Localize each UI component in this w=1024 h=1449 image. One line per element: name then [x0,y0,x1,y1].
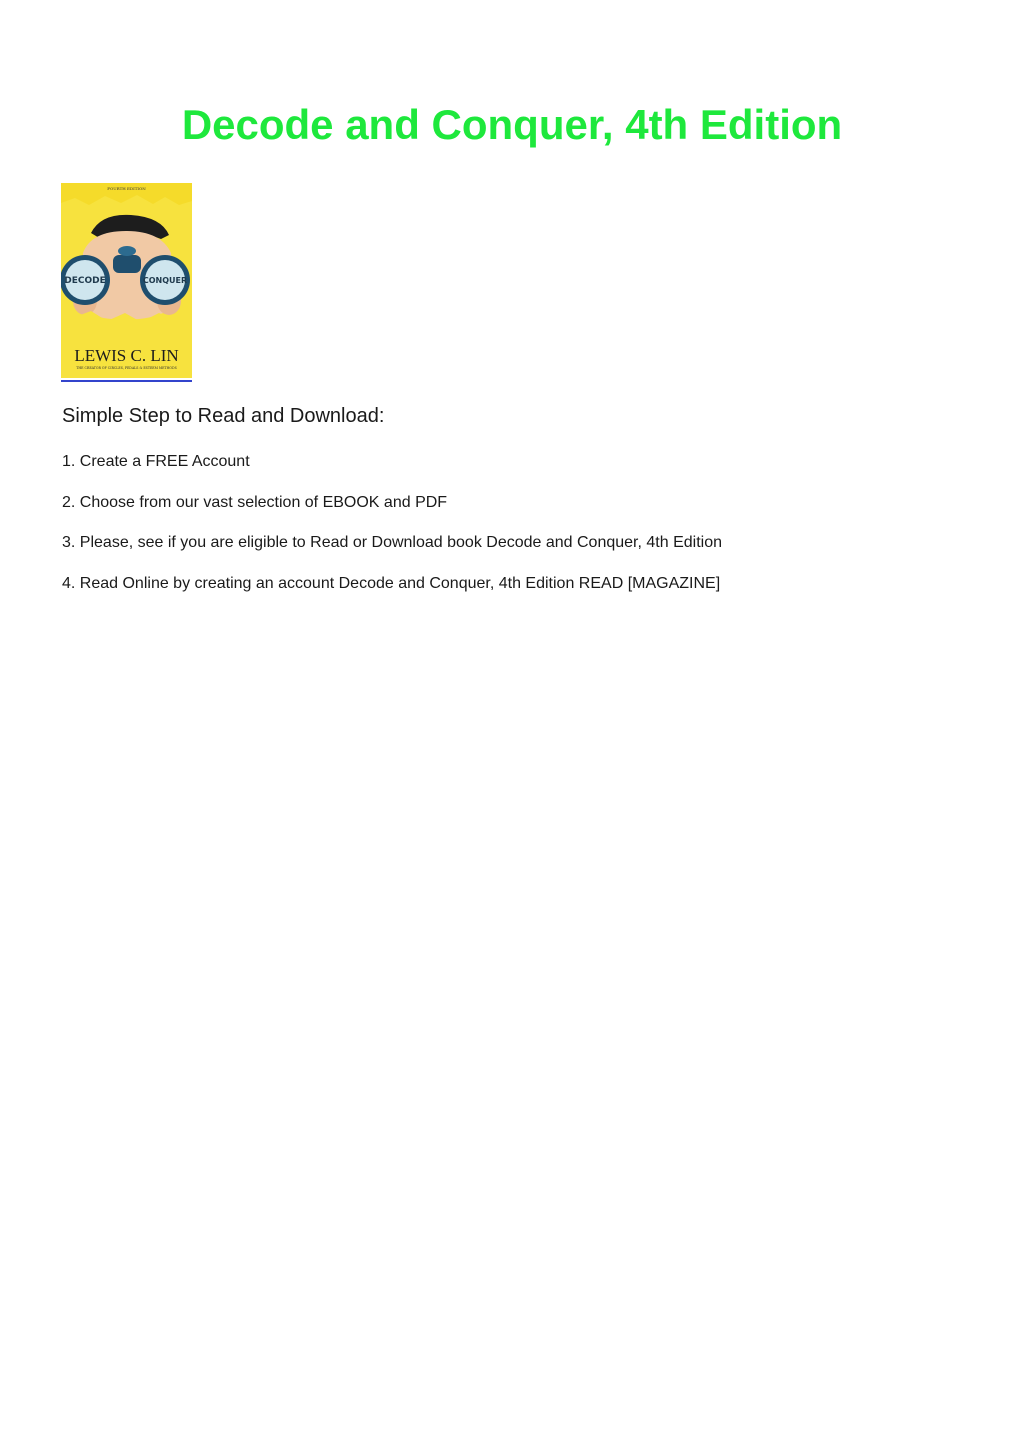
cover-right-lens-text: CONQUER [142,276,188,285]
cover-tagline: THE CREATOR OF CIRCLES, PEDALS & ESTEEM METHODS [76,366,177,370]
steps-list [62,450,722,612]
cover-edition-label: FOURTH EDITION [107,186,146,191]
binocular-bridge-knob [118,246,136,256]
step-item: 1. Create a FREE Account [62,453,250,470]
binocular-bridge [113,255,141,273]
book-cover-image [61,183,192,378]
cover-left-lens-text: DECODE [64,276,106,286]
cover-author: LEWIS C. LIN [74,346,179,365]
step-item: 4. Read Online by creating an account Decode and Conquer, 4th Edition READ [MAGAZINE] [62,574,721,592]
step-item: 3. Please, see if you are eligible to Read or Download book Decode and Conquer, 4th Edition [62,534,722,551]
step-item: 2. Choose from our vast selection of EBOOK and PDF [62,493,448,511]
steps-heading: Simple Step to Read and Download: [62,405,385,427]
page-title: Decode and Conquer, 4th Edition [181,101,843,148]
book-cover-link[interactable] [61,183,192,382]
